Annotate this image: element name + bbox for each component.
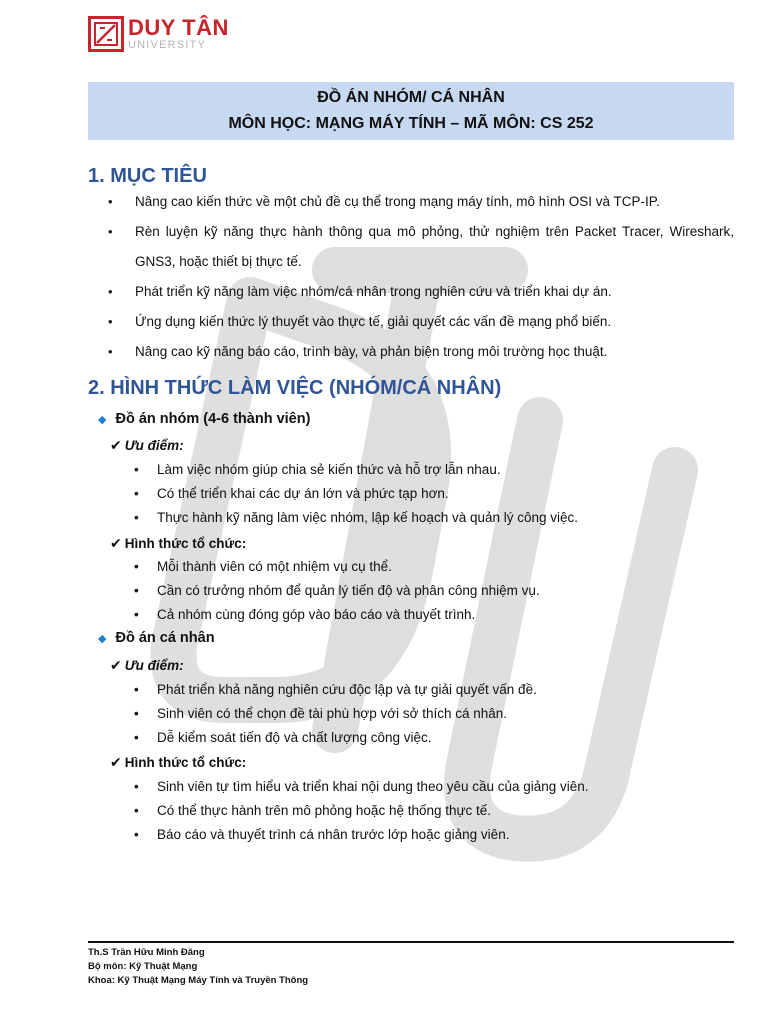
- subheading-individual-project: [98, 630, 215, 646]
- page-footer: [88, 946, 308, 988]
- subheading-text: Đồ án nhóm (4-6 thành viên): [115, 411, 311, 427]
- logo-name: DUY TÂN: [128, 15, 229, 40]
- list-item: • Nâng cao kiến thức về một chủ đề cụ thể trong mạng máy tính, mô hình OSI và TCP-IP.: [108, 193, 734, 211]
- title-line-1: ĐỒ ÁN NHÓM/ CÁ NHÂN: [317, 89, 505, 106]
- list-item: • Thực hành kỹ năng làm việc nhóm, lập kế hoạch và quản lý công việc.: [134, 506, 578, 530]
- individual-organization-list: [134, 775, 589, 847]
- list-item: • Mỗi thành viên có một nhiệm vụ cụ thể.: [134, 555, 540, 579]
- list-item: • Báo cáo và thuyết trình cá nhân trước lớp hoặc giảng viên.: [134, 823, 589, 847]
- footer-divider: [88, 941, 734, 943]
- checkmark-icon: ✔: [110, 437, 122, 453]
- label-group-organization: ✔ Hình thức tổ chức:: [110, 535, 247, 551]
- document-title-box: [88, 82, 734, 140]
- group-advantages-list: [134, 458, 578, 530]
- diamond-bullet-icon: ◆: [98, 632, 107, 645]
- label-group-advantages: ✔ Ưu điểm:: [110, 437, 184, 453]
- diamond-bullet-icon: ◆: [98, 413, 107, 426]
- section-heading-work-format: 2. HÌNH THỨC LÀM VIỆC (NHÓM/CÁ NHÂN): [88, 377, 502, 399]
- list-item: • Phát triển kỹ năng làm việc nhóm/cá nhân trong nghiên cứu và triển khai dự án.: [108, 283, 734, 301]
- footer-department: Bộ môn: Kỹ Thuật Mạng: [88, 961, 198, 972]
- list-item: • Rèn luyện kỹ năng thực hành thông qua mô phỏng, thử nghiệm trên Packet Tracer, Wireshark, GNS3, hoặc thiết bị thực tế.: [108, 217, 734, 277]
- logo-subtitle: UNIVERSITY: [128, 39, 207, 51]
- label-individual-advantages: ✔ Ưu điểm:: [110, 657, 184, 673]
- footer-faculty: Khoa: Kỹ Thuật Mạng Máy Tính và Truyền Thông: [88, 975, 309, 986]
- subheading-group-project: [98, 411, 310, 427]
- subheading-text: Đồ án cá nhân: [115, 630, 215, 646]
- objectives-list: [108, 193, 734, 361]
- list-item: • Phát triển khả năng nghiên cứu độc lập và tự giải quyết vấn đề.: [134, 678, 537, 702]
- checkmark-icon: ✔: [110, 535, 122, 551]
- list-item: • Làm việc nhóm giúp chia sẻ kiến thức và hỗ trợ lẫn nhau.: [134, 458, 578, 482]
- individual-advantages-list: [134, 678, 537, 750]
- list-item: • Sinh viên tự tìm hiểu và triển khai nội dung theo yêu cầu của giảng viên.: [134, 775, 589, 799]
- university-logo: [88, 16, 229, 52]
- list-item: • Sinh viên có thể chọn đề tài phù hợp với sở thích cá nhân.: [134, 702, 537, 726]
- list-item: • Cả nhóm cùng đóng góp vào báo cáo và thuyết trình.: [134, 603, 540, 627]
- group-organization-list: [134, 555, 540, 627]
- list-item: • Có thể thực hành trên mô phỏng hoặc hệ thống thực tế.: [134, 799, 589, 823]
- label-individual-organization: ✔ Hình thức tổ chức:: [110, 754, 247, 770]
- list-item: • Cần có trưởng nhóm để quản lý tiến độ và phân công nhiệm vụ.: [134, 579, 540, 603]
- list-item: • Có thể triển khai các dự án lớn và phức tạp hơn.: [134, 482, 578, 506]
- section-heading-objectives: 1. MỤC TIÊU: [88, 165, 207, 187]
- footer-author: Th.S Trần Hữu Minh Đăng: [88, 947, 205, 958]
- checkmark-icon: ✔: [110, 657, 122, 673]
- checkmark-icon: ✔: [110, 754, 122, 770]
- title-line-2: MÔN HỌC: MẠNG MÁY TÍNH – MÃ MÔN: CS 252: [228, 115, 594, 132]
- dtu-logo-icon: [88, 16, 124, 52]
- list-item: • Ứng dụng kiến thức lý thuyết vào thực tế, giải quyết các vấn đề mạng phổ biến.: [108, 313, 734, 331]
- list-item: • Dễ kiểm soát tiến độ và chất lượng công việc.: [134, 726, 537, 750]
- list-item: • Nâng cao kỹ năng báo cáo, trình bày, và phản biện trong môi trường học thuật.: [108, 343, 734, 361]
